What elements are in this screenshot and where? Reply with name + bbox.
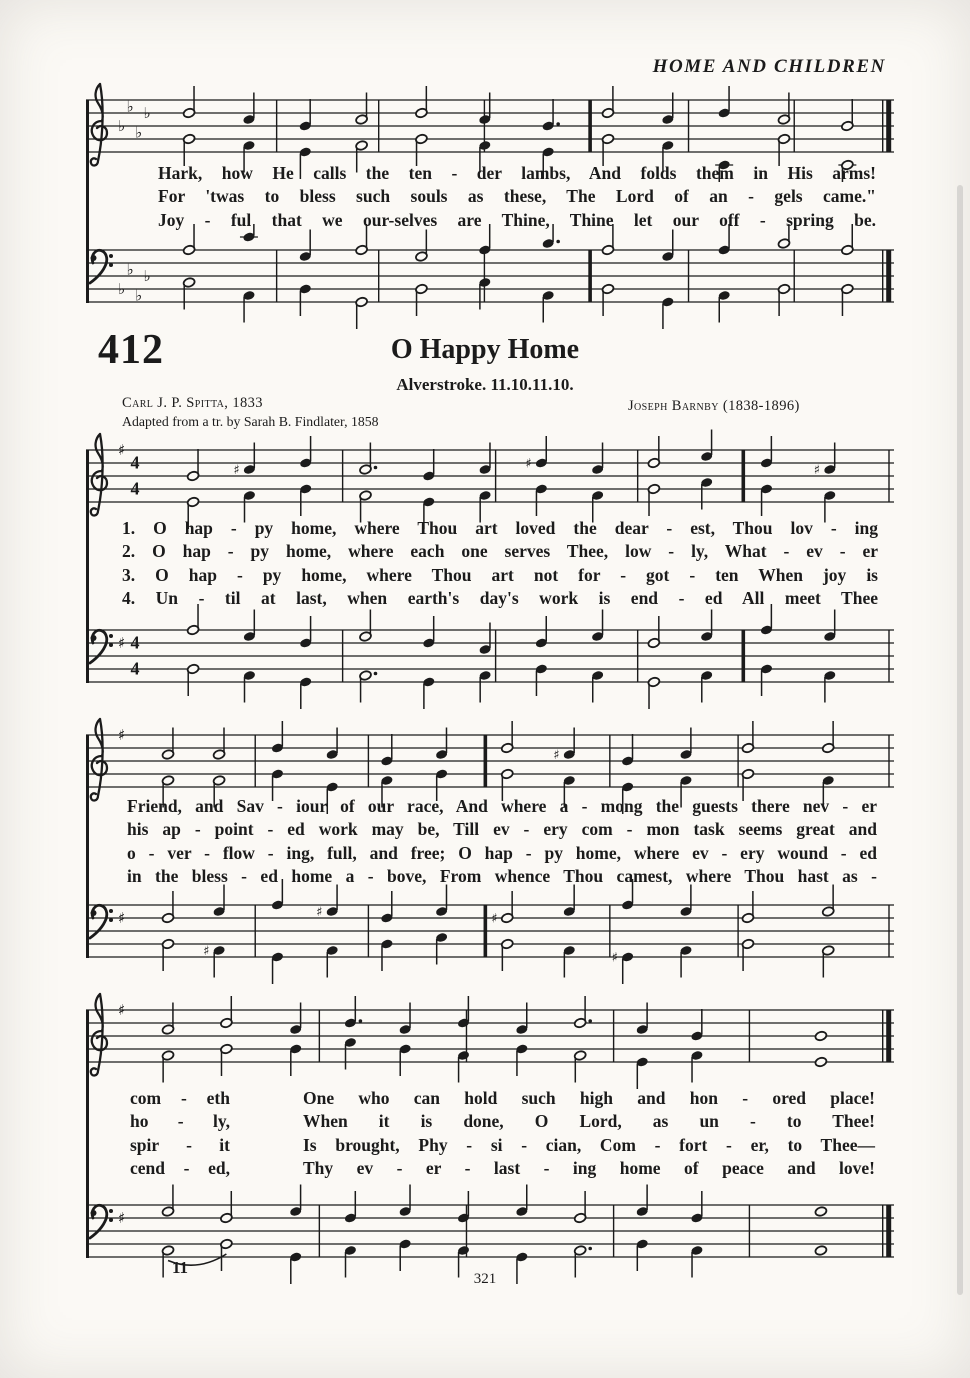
page-title: O Happy Home [390, 334, 580, 365]
verse-block-3-right [303, 1087, 875, 1181]
svg-text:♯: ♯ [118, 1209, 126, 1227]
svg-text:♯: ♯ [813, 463, 821, 478]
svg-text:♯: ♯ [203, 944, 210, 959]
verse-syllable: com - eth [130, 1088, 230, 1108]
verse-line: When it is done, O Lord, as un - to Thee! [303, 1111, 875, 1132]
verse-line: Is brought, Phy - si - cian, Com - fort - er, to Thee— [303, 1134, 875, 1155]
bass-staff [86, 877, 894, 989]
lyric-line: Joy - ful that we our-selves are Thine, Thine let our off - spring be. [158, 209, 876, 230]
svg-text:♭: ♭ [143, 104, 151, 122]
svg-text:♭: ♭ [135, 123, 143, 142]
svg-text:4: 4 [130, 658, 140, 679]
svg-text:♭: ♭ [118, 280, 126, 298]
author-note-line: Adapted from a tr. by Sarah B. Findlater, 1858 [122, 413, 379, 429]
svg-text:♯: ♯ [118, 909, 126, 927]
verse-line: 1. O hap - py home, where Thou art loved the dear - est, Thou lov - ing [122, 518, 878, 538]
scan-artifact [957, 185, 963, 1295]
svg-text:♯: ♯ [118, 634, 126, 652]
verse-block-3-left [130, 1087, 230, 1181]
svg-text:♭: ♭ [126, 260, 134, 279]
measure-number: 11 [172, 1258, 189, 1277]
verse-syllable: cend - ed, [130, 1158, 230, 1179]
svg-text:♯: ♯ [118, 726, 126, 744]
lyric-line: For 'twas to bless such souls as these, The Lord of an - gels came." [158, 186, 876, 207]
svg-text:4: 4 [130, 452, 140, 473]
verse-line: his ap - point - ed work may be, Till ev - ery com - mon task seems great and [127, 819, 877, 840]
svg-text:♭: ♭ [143, 267, 151, 285]
section-header: HOME AND CHILDREN [652, 56, 886, 77]
lyric-line: Hark, how He calls the ten - der lambs, And folds them in His arms! [158, 163, 876, 183]
author-line: Carl J. P. Spitta, 1833 [122, 395, 263, 411]
treble-staff [86, 982, 894, 1094]
bass-staff [86, 222, 894, 334]
svg-text:♭: ♭ [126, 97, 134, 116]
svg-text:♯: ♯ [525, 456, 532, 472]
verse-block-1 [122, 517, 878, 611]
svg-text:4: 4 [130, 478, 140, 499]
verse-line: Friend, and Sav - iour of our race, And where a - mong the guests there nev - er [127, 796, 877, 816]
verse-syllable: spir - it [130, 1134, 230, 1155]
verse-syllable: ho - ly, [130, 1111, 230, 1132]
verse-line: 2. O hap - py home, where each one serves Thee, low - ly, What - ev - er [122, 541, 878, 562]
svg-text:♯: ♯ [118, 441, 126, 459]
verse-block-2 [127, 795, 877, 889]
svg-text:♯: ♯ [233, 463, 240, 478]
bass-staff [86, 602, 894, 714]
verse-line: 3. O hap - py home, where Thou art not for - got - ten When joy is [122, 564, 878, 585]
page-number: 321 [473, 1271, 497, 1287]
hymn-number: 412 [98, 327, 164, 373]
verse-line: Thy ev - er - last - ing home of peace and love! [303, 1158, 875, 1179]
verse-line: in the bless - ed home a - bove, From whence Thou camest, where Thou hast as - [127, 866, 877, 887]
svg-text:♯: ♯ [553, 748, 560, 763]
svg-text:♯: ♯ [611, 950, 618, 966]
verse-line: One who can hold such high and hon - ored place! [303, 1088, 875, 1108]
svg-text:♯: ♯ [491, 911, 498, 927]
composer-credit: Joseph Barnby (1838-1896) [628, 398, 800, 414]
svg-text:♯: ♯ [118, 1001, 126, 1019]
svg-text:4: 4 [130, 632, 140, 653]
svg-text:♭: ♭ [135, 286, 143, 305]
verse-line: 4. Un - til at last, when earth's day's work is end - ed All meet Thee [122, 588, 878, 609]
tune-and-meter: Alverstroke. 11.10.11.10. [396, 375, 574, 394]
verse-line: o - ver - flow - ing, full, and free; O hap - py home, where ev - ery wound - ed [127, 842, 877, 863]
svg-text:♭: ♭ [118, 117, 126, 135]
svg-text:♯: ♯ [316, 905, 323, 920]
